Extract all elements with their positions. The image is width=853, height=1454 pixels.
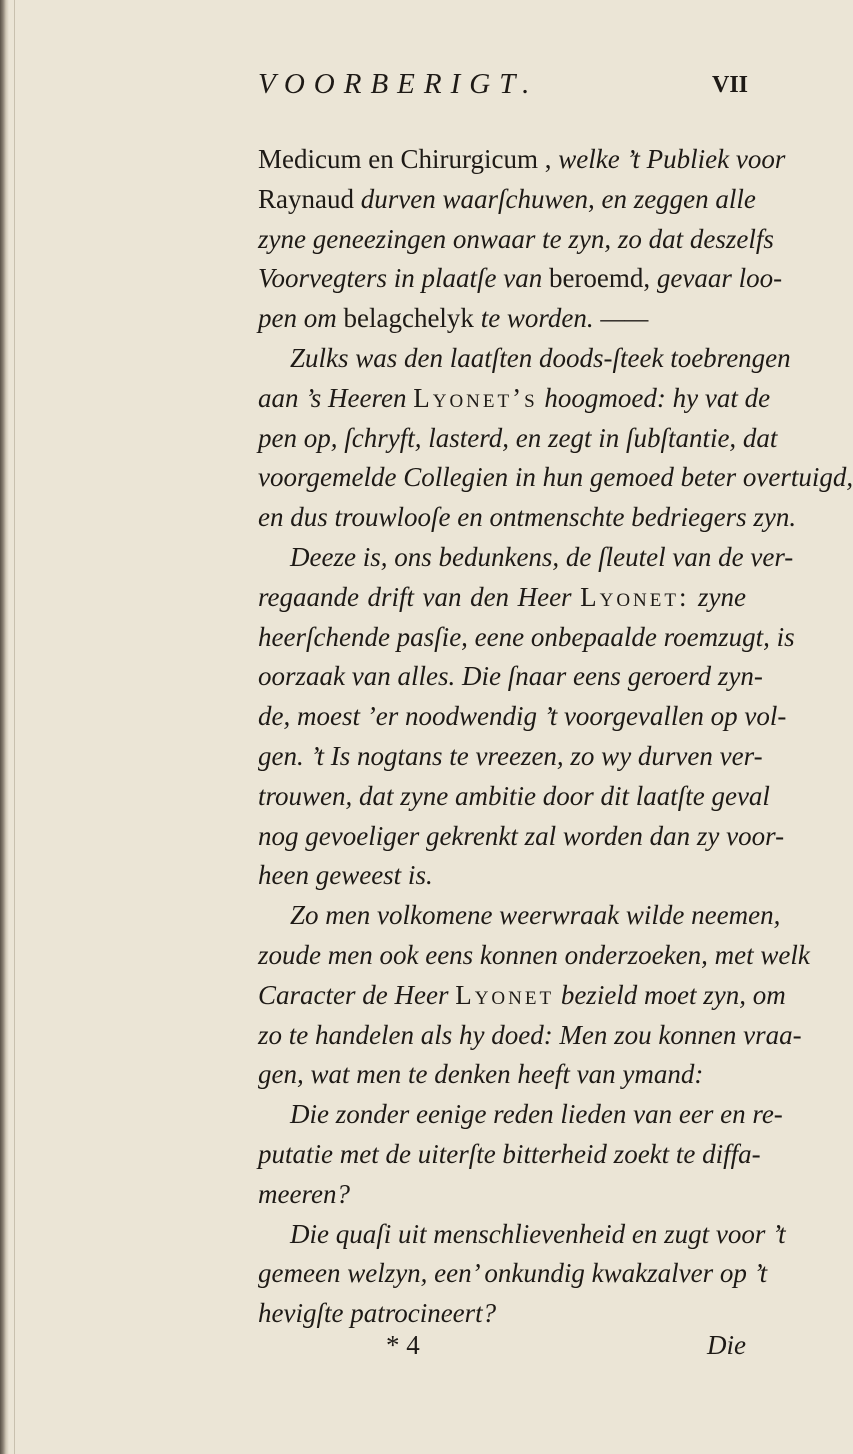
book-gutter-edge [0, 0, 9, 1454]
text-line [258, 618, 795, 658]
text-line [258, 1254, 768, 1294]
roman-text: beroemd, [548, 263, 657, 294]
italic-text: trouwen, dat zyne ambitie door dit laatſte geval [258, 780, 770, 811]
italic-text: Zo men volkomene weerwraak wilde neemen, [290, 900, 781, 931]
roman-text: belagchelyk [343, 303, 481, 334]
text-line [258, 1095, 783, 1135]
text-line [258, 458, 853, 498]
text-line [258, 936, 810, 976]
italic-text: heen geweest is. [258, 860, 433, 891]
italic-text: pen om [258, 303, 344, 334]
text-line [258, 180, 756, 220]
italic-text: zyne geneezingen onwaar te zyn, zo dat deszelfs [258, 223, 774, 254]
italic-text: Zulks was den laatſten doods-ſteek toebrengen [290, 342, 791, 373]
text-line [258, 339, 791, 379]
text-line [258, 737, 763, 777]
text-line [258, 578, 746, 618]
text-line [258, 1135, 761, 1175]
text-line [258, 1215, 786, 1255]
italic-text: durven waarſchuwen, en zeggen alle [360, 183, 756, 214]
italic-text: voorgemelde Collegien in hun gemoed beter overtuigd, [258, 462, 853, 493]
roman-text: Raynaud [258, 183, 361, 214]
italic-text: welke ’t Publiek voor [558, 144, 786, 174]
italic-text: Die zonder eenige reden lieden van eer en re- [290, 1099, 783, 1130]
text-line [258, 976, 786, 1016]
page-body-text [258, 140, 853, 1334]
text-line [258, 379, 771, 419]
italic-text: nog gevoeliger gekrenkt zal worden dan zy voor- [258, 820, 785, 851]
italic-text: gevaar loo- [656, 263, 783, 294]
text-line [258, 220, 774, 260]
italic-text: Deeze is, ons bedunkens, de ſleutel van de ver- [290, 541, 794, 572]
italic-text: bezield moet zyn, om [554, 979, 786, 1010]
small-caps-name: Lyonet’s [413, 382, 538, 413]
text-line [258, 299, 746, 339]
italic-text: regaande drift van den Heer [258, 581, 581, 612]
italic-text: gen. ’t Is nogtans te vreezen, zo wy durven ver- [258, 740, 763, 771]
page-number: VII [711, 72, 748, 98]
italic-text: Caracter de Heer [258, 979, 456, 1010]
italic-text: te worden. —— [480, 303, 649, 334]
text-line [258, 1175, 746, 1215]
text-line [258, 777, 770, 817]
text-line [258, 817, 785, 857]
text-line [258, 657, 763, 697]
italic-text: oorzaak van alles. Die ſnaar eens geroerd zyn- [258, 661, 763, 692]
roman-text: Medicum en Chirurgicum , [258, 144, 559, 174]
page-footer [258, 1330, 746, 1370]
italic-text: de, moest ’er noodwendig ’t voorgevallen op vol- [258, 701, 787, 732]
page-edge-line [14, 0, 15, 1454]
italic-text: heerſchende pasſie, eene onbepaalde roemzugt, is [258, 621, 795, 652]
text-line [258, 538, 794, 578]
italic-text: en dus trouwlooſe en ontmenschte bedriegers zyn. [258, 502, 797, 533]
small-caps-name: Lyonet [455, 979, 555, 1010]
text-line [258, 856, 746, 896]
italic-text: putatie met de uiterſte bitterheid zoekt te diffa- [258, 1138, 761, 1169]
small-caps-name: Lyonet: [580, 581, 690, 612]
italic-text: zo te handelen als hy doed: Men zou konnen vraa- [258, 1019, 802, 1050]
signature-mark: * 4 [386, 1330, 420, 1360]
italic-text: gemeen welzyn, een’ onkundig kwakzalver op ’t [258, 1258, 768, 1289]
italic-text: hevigſte patrocineert? [258, 1298, 497, 1329]
italic-text: Voorvegters in plaatſe van [258, 263, 549, 294]
italic-text: aan ’s Heeren [258, 382, 414, 413]
italic-text: pen op, ſchryft, lasterd, en zegt in ſubſtantie, dat [258, 422, 778, 453]
italic-text: zyne [689, 581, 746, 612]
text-line [258, 259, 783, 299]
italic-text: gen, wat men te denken heeft van ymand: [258, 1059, 704, 1090]
text-line [258, 419, 778, 459]
italic-text: zoude men ook eens konnen onderzoeken, met welk [258, 939, 810, 970]
text-line [258, 896, 781, 936]
text-line [258, 498, 797, 538]
italic-text: hoogmoed: hy vat de [537, 382, 771, 413]
running-title: VOORBERIGT. [258, 68, 539, 100]
catchword: Die [707, 1330, 746, 1360]
text-line [258, 1016, 802, 1056]
text-line [258, 1055, 746, 1095]
text-line [258, 1294, 746, 1334]
text-line [258, 697, 787, 737]
page-header [258, 68, 748, 108]
italic-text: meeren? [258, 1178, 350, 1209]
italic-text: Die quaſi uit menschlievenheid en zugt voor ’t [290, 1218, 786, 1249]
text-line [258, 140, 786, 180]
